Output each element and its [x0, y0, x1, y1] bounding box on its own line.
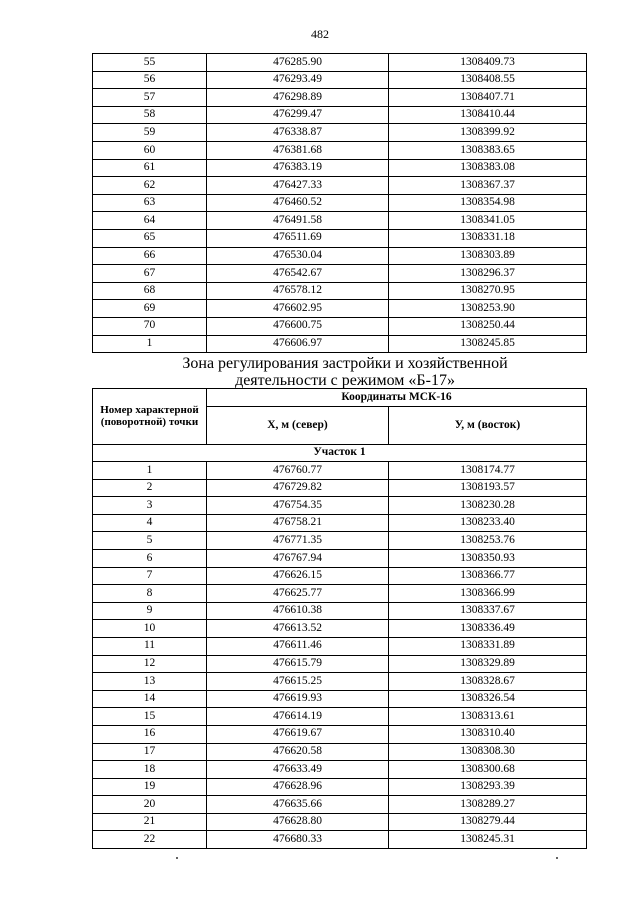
table-row [93, 532, 587, 550]
scan-speck [556, 857, 558, 859]
y-coordinate-cell: 1308337.67 [389, 602, 587, 620]
table-row [93, 479, 587, 497]
x-coordinate-cell: 476754.35 [207, 497, 389, 515]
table-row [93, 549, 587, 567]
table-row [93, 637, 587, 655]
x-coordinate-cell: 476619.93 [207, 690, 389, 708]
table-row [93, 462, 587, 480]
table-header-row [93, 389, 587, 407]
table-row [93, 497, 587, 515]
point-number-cell: 17 [93, 743, 207, 761]
x-coordinate-cell: 476615.79 [207, 655, 389, 673]
y-coordinate-cell: 1308270.95 [389, 282, 587, 300]
table-row [93, 141, 587, 159]
table-row [93, 282, 587, 300]
point-number-cell: 60 [93, 141, 207, 159]
x-coordinate-cell: 476606.97 [207, 335, 389, 353]
table-row [93, 743, 587, 761]
point-number-cell: 58 [93, 106, 207, 124]
point-number-cell: 21 [93, 813, 207, 831]
x-coordinate-cell: 476427.33 [207, 177, 389, 195]
table-row [93, 585, 587, 603]
x-coordinate-cell: 476628.80 [207, 813, 389, 831]
y-coordinate-cell: 1308230.28 [389, 497, 587, 515]
y-coordinate-cell: 1308328.67 [389, 673, 587, 691]
table-row [93, 620, 587, 638]
y-coordinate-cell: 1308250.44 [389, 317, 587, 335]
y-coordinate-cell: 1308350.93 [389, 549, 587, 567]
y-coordinate-cell: 1308253.76 [389, 532, 587, 550]
y-coordinate-cell: 1308308.30 [389, 743, 587, 761]
table-row [93, 725, 587, 743]
table-row [93, 690, 587, 708]
x-coordinate-cell: 476578.12 [207, 282, 389, 300]
x-coordinate-cell: 476610.38 [207, 602, 389, 620]
x-coordinate-cell: 476299.47 [207, 106, 389, 124]
point-number-cell: 4 [93, 514, 207, 532]
table-row [93, 71, 587, 89]
point-number-cell: 22 [93, 831, 207, 849]
point-number-cell: 57 [93, 89, 207, 107]
y-coordinate-cell: 1308253.90 [389, 300, 587, 318]
y-coordinate-cell: 1308193.57 [389, 479, 587, 497]
point-number-cell: 67 [93, 265, 207, 283]
table-row [93, 831, 587, 849]
table-row [93, 106, 587, 124]
table-row [93, 229, 587, 247]
table-row [93, 655, 587, 673]
y-coordinate-cell: 1308289.27 [389, 796, 587, 814]
x-coordinate-cell: 476758.21 [207, 514, 389, 532]
x-coordinate-cell: 476511.69 [207, 229, 389, 247]
point-number-cell: 1 [93, 335, 207, 353]
x-coordinate-cell: 476729.82 [207, 479, 389, 497]
coordinates-table-body [93, 445, 587, 849]
x-coordinate-cell: 476619.67 [207, 725, 389, 743]
table-row [93, 265, 587, 283]
point-number-cell: 63 [93, 194, 207, 212]
y-coordinate-cell: 1308367.37 [389, 177, 587, 195]
table-row [93, 567, 587, 585]
y-coordinate-cell: 1308331.89 [389, 637, 587, 655]
x-coordinate-cell: 476602.95 [207, 300, 389, 318]
y-coordinate-cell: 1308329.89 [389, 655, 587, 673]
point-number-cell: 64 [93, 212, 207, 230]
table-row [93, 159, 587, 177]
point-number-cell: 16 [93, 725, 207, 743]
table-row [93, 212, 587, 230]
point-number-cell: 9 [93, 602, 207, 620]
table-row [93, 300, 587, 318]
y-coordinate-cell: 1308303.89 [389, 247, 587, 265]
table-row [93, 761, 587, 779]
table-row [93, 602, 587, 620]
section-label: Участок 1 [93, 445, 587, 462]
x-coordinate-cell: 476293.49 [207, 71, 389, 89]
x-coordinate-cell: 476338.87 [207, 124, 389, 142]
point-number-cell: 70 [93, 317, 207, 335]
x-coordinate-cell: 476285.90 [207, 54, 389, 72]
x-coordinate-cell: 476600.75 [207, 317, 389, 335]
y-coordinate-cell: 1308354.98 [389, 194, 587, 212]
x-coordinate-cell: 476625.77 [207, 585, 389, 603]
table-row [93, 177, 587, 195]
y-coordinate-cell: 1308399.92 [389, 124, 587, 142]
y-coordinate-cell: 1308409.73 [389, 54, 587, 72]
y-coordinate-cell: 1308366.77 [389, 567, 587, 585]
point-number-cell: 59 [93, 124, 207, 142]
table-row [93, 54, 587, 72]
table-row [93, 708, 587, 726]
point-number-cell: 20 [93, 796, 207, 814]
x-coordinate-cell: 476381.68 [207, 141, 389, 159]
y-coordinate-cell: 1308313.61 [389, 708, 587, 726]
y-coordinate-cell: 1308407.71 [389, 89, 587, 107]
x-coordinate-cell: 476771.35 [207, 532, 389, 550]
table-row [93, 335, 587, 353]
point-number-cell: 5 [93, 532, 207, 550]
y-coordinate-cell: 1308233.40 [389, 514, 587, 532]
coordinates-table-continued [92, 53, 587, 353]
y-coordinate-cell: 1308245.85 [389, 335, 587, 353]
scan-speck [176, 857, 178, 859]
point-number-cell: 65 [93, 229, 207, 247]
x-coordinate-cell: 476760.77 [207, 462, 389, 480]
table-row [93, 778, 587, 796]
x-coordinate-cell: 476767.94 [207, 549, 389, 567]
x-coordinate-cell: 476530.04 [207, 247, 389, 265]
x-coordinate-cell: 476542.67 [207, 265, 389, 283]
header-coordinates: Координаты МСК-16 [207, 389, 587, 407]
table-row [93, 124, 587, 142]
y-coordinate-cell: 1308383.65 [389, 141, 587, 159]
point-number-cell: 13 [93, 673, 207, 691]
coordinates-table-b17 [92, 388, 587, 849]
x-coordinate-cell: 476614.19 [207, 708, 389, 726]
x-coordinate-cell: 476611.46 [207, 637, 389, 655]
x-coordinate-cell: 476620.58 [207, 743, 389, 761]
y-coordinate-cell: 1308310.40 [389, 725, 587, 743]
y-coordinate-cell: 1308300.68 [389, 761, 587, 779]
coordinates-table-body [93, 54, 587, 353]
x-coordinate-cell: 476491.58 [207, 212, 389, 230]
point-number-cell: 61 [93, 159, 207, 177]
point-number-cell: 66 [93, 247, 207, 265]
point-number-cell: 3 [93, 497, 207, 515]
x-coordinate-cell: 476383.19 [207, 159, 389, 177]
x-coordinate-cell: 476460.52 [207, 194, 389, 212]
header-x-north: X, м (север) [207, 407, 389, 445]
table-row [93, 89, 587, 107]
x-coordinate-cell: 476628.96 [207, 778, 389, 796]
point-number-cell: 6 [93, 549, 207, 567]
x-coordinate-cell: 476298.89 [207, 89, 389, 107]
point-number-cell: 1 [93, 462, 207, 480]
point-number-cell: 56 [93, 71, 207, 89]
point-number-cell: 2 [93, 479, 207, 497]
x-coordinate-cell: 476635.66 [207, 796, 389, 814]
y-coordinate-cell: 1308341.05 [389, 212, 587, 230]
section-row [93, 445, 587, 462]
y-coordinate-cell: 1308331.18 [389, 229, 587, 247]
table-row [93, 317, 587, 335]
y-coordinate-cell: 1308383.08 [389, 159, 587, 177]
point-number-cell: 69 [93, 300, 207, 318]
y-coordinate-cell: 1308336.49 [389, 620, 587, 638]
header-point-number: Номер характерной (поворотной) точки [93, 389, 207, 445]
point-number-cell: 14 [93, 690, 207, 708]
page-number: 482 [311, 27, 329, 41]
table-row [93, 813, 587, 831]
x-coordinate-cell: 476680.33 [207, 831, 389, 849]
point-number-cell: 68 [93, 282, 207, 300]
y-coordinate-cell: 1308174.77 [389, 462, 587, 480]
point-number-cell: 18 [93, 761, 207, 779]
x-coordinate-cell: 476633.49 [207, 761, 389, 779]
point-number-cell: 62 [93, 177, 207, 195]
point-number-cell: 11 [93, 637, 207, 655]
header-y-east: У, м (восток) [389, 407, 587, 445]
y-coordinate-cell: 1308245.31 [389, 831, 587, 849]
table-row [93, 194, 587, 212]
y-coordinate-cell: 1308326.54 [389, 690, 587, 708]
table-row [93, 514, 587, 532]
x-coordinate-cell: 476615.25 [207, 673, 389, 691]
point-number-cell: 8 [93, 585, 207, 603]
y-coordinate-cell: 1308279.44 [389, 813, 587, 831]
y-coordinate-cell: 1308410.44 [389, 106, 587, 124]
zone-title: Зона регулирования застройки и хозяйственной деятельности с режимом «Б-17» [182, 355, 508, 389]
x-coordinate-cell: 476613.52 [207, 620, 389, 638]
x-coordinate-cell: 476626.15 [207, 567, 389, 585]
y-coordinate-cell: 1308366.99 [389, 585, 587, 603]
point-number-cell: 10 [93, 620, 207, 638]
point-number-cell: 19 [93, 778, 207, 796]
point-number-cell: 15 [93, 708, 207, 726]
y-coordinate-cell: 1308408.55 [389, 71, 587, 89]
point-number-cell: 12 [93, 655, 207, 673]
y-coordinate-cell: 1308296.37 [389, 265, 587, 283]
point-number-cell: 7 [93, 567, 207, 585]
table-row [93, 247, 587, 265]
table-row [93, 673, 587, 691]
y-coordinate-cell: 1308293.39 [389, 778, 587, 796]
point-number-cell: 55 [93, 54, 207, 72]
table-row [93, 796, 587, 814]
